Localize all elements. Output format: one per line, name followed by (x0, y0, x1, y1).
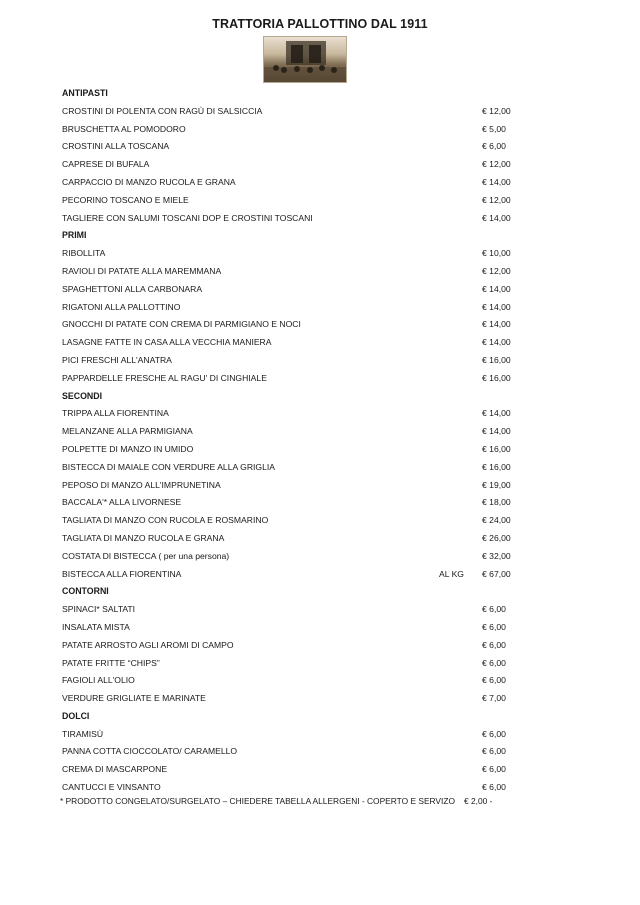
menu-item-price: € 6,00 (482, 782, 506, 793)
menu-item (62, 530, 522, 548)
menu-item-name: CANTUCCI E VINSANTO (62, 782, 161, 793)
menu-item-price: € 14,00 (482, 176, 511, 187)
menu-item-price: € 67,00 (482, 568, 511, 579)
menu-item (62, 138, 522, 156)
menu-item-name: FAGIOLI ALL'OLIO (62, 675, 135, 686)
menu-item-price: € 14,00 (482, 212, 511, 223)
menu-item-price: € 14,00 (482, 319, 511, 330)
menu-item-price: € 5,00 (482, 123, 506, 134)
menu-item-price: € 6,00 (482, 141, 506, 152)
menu-item-name: BACCALA'* ALLA LIVORNESE (62, 497, 182, 508)
restaurant-photo (263, 36, 347, 83)
menu-item (62, 726, 522, 744)
menu-item-name: PATATE ARROSTO AGLI AROMI DI CAMPO (62, 639, 234, 650)
menu-item-price: € 6,00 (482, 675, 506, 686)
footer-note (60, 796, 530, 806)
menu-item-name: CREMA DI MASCARPONE (62, 764, 168, 775)
menu-item (62, 281, 522, 299)
menu-item-name: PEPOSO DI MANZO ALL'IMPRUNETINA (62, 479, 221, 490)
menu-item-price: € 16,00 (482, 443, 511, 454)
menu-item-name: LASAGNE FATTE IN CASA ALLA VECCHIA MANIERA (62, 337, 272, 348)
menu-item (62, 690, 522, 708)
menu-item-name: MELANZANE ALLA PARMIGIANA (62, 426, 193, 437)
menu-item (62, 761, 522, 779)
menu-item-price: € 6,00 (482, 657, 506, 668)
menu-item (62, 619, 522, 637)
page-title: TRATTORIA PALLOTTINO DAL 1911 (212, 17, 428, 31)
section-heading: ANTIPASTI (62, 88, 108, 98)
section-heading: DOLCI (62, 710, 90, 721)
menu-item (62, 441, 522, 459)
menu-item-price: € 14,00 (482, 426, 511, 437)
menu-item-name: PECORINO TOSCANO E MIELE (62, 194, 189, 205)
menu-item-price: € 16,00 (482, 354, 511, 365)
menu-item-name: PICI FRESCHI ALL'ANATRA (62, 354, 172, 365)
menu-item-name: PATATE FRITTE “CHIPS” (62, 657, 160, 668)
menu-item-price: € 24,00 (482, 515, 511, 526)
menu-item (62, 156, 522, 174)
footer-text: * PRODOTTO CONGELATO/SURGELATO – CHIEDERE TABELLA ALLERGENI - COPERTO E SERVIZO (60, 796, 455, 806)
menu-item-name: TAGLIERE CON SALUMI TOSCANI DOP E CROSTINI TOSCANI (62, 212, 313, 223)
menu-item-price: € 6,00 (482, 639, 506, 650)
menu-item-name: RIGATONI ALLA PALLOTTINO (62, 301, 181, 312)
menu-item-price: € 14,00 (482, 301, 511, 312)
menu-item-name: COSTATA DI BISTECCA ( per una persona) (62, 550, 230, 561)
menu-item (62, 743, 522, 761)
menu-item-name: BRUSCHETTA AL POMODORO (62, 123, 186, 134)
menu-item-price: € 16,00 (482, 372, 511, 383)
menu-item-name: INSALATA MISTA (62, 621, 130, 632)
menu-item (62, 779, 522, 797)
menu-item-price: € 14,00 (482, 408, 511, 419)
menu-item (62, 263, 522, 281)
menu-item (62, 655, 522, 673)
menu-item-price: € 6,00 (482, 764, 506, 775)
menu-item (62, 548, 522, 566)
menu-item-name: VERDURE GRIGLIATE E MARINATE (62, 693, 206, 704)
menu-item-price: € 32,00 (482, 550, 511, 561)
menu-item-name: TRIPPA ALLA FIORENTINA (62, 408, 169, 419)
menu-item-price: € 6,00 (482, 728, 506, 739)
menu-item (62, 299, 522, 317)
menu-item-price: € 12,00 (482, 265, 511, 276)
menu-item (62, 637, 522, 655)
menu-item-name: TAGLIATA DI MANZO CON RUCOLA E ROSMARINO (62, 515, 269, 526)
menu-item-name: CROSTINI ALLA TOSCANA (62, 141, 170, 152)
menu-item-name: TIRAMISÙ (62, 728, 104, 739)
menu-list (62, 85, 522, 797)
menu-item-name: PANNA COTTA CIOCCOLATO/ CARAMELLO (62, 746, 238, 757)
menu-item-name: SPINACI* SALTATI (62, 604, 136, 615)
menu-item-price: € 16,00 (482, 461, 511, 472)
menu-item-price: € 6,00 (482, 604, 506, 615)
menu-item (62, 459, 522, 477)
menu-item (62, 477, 522, 495)
menu-item (62, 121, 522, 139)
menu-item (62, 352, 522, 370)
menu-item-price: € 14,00 (482, 337, 511, 348)
menu-item-price: € 26,00 (482, 532, 511, 543)
menu-item-name: TAGLIATA DI MANZO RUCOLA E GRANA (62, 532, 225, 543)
menu-item (62, 672, 522, 690)
menu-item-name: BISTECCA ALLA FIORENTINA (62, 568, 182, 579)
menu-item (62, 174, 522, 192)
menu-item-name: CARPACCIO DI MANZO RUCOLA E GRANA (62, 176, 236, 187)
menu-item-name: CROSTINI DI POLENTA CON RAGÙ DI SALSICCIA (62, 105, 263, 116)
menu-item-price: € 6,00 (482, 621, 506, 632)
menu-item (62, 494, 522, 512)
menu-item (62, 103, 522, 121)
menu-item (62, 334, 522, 352)
menu-item-price: € 7,00 (482, 693, 506, 704)
menu-item-name: PAPPARDELLE FRESCHE AL RAGU' DI CINGHIALE (62, 372, 267, 383)
menu-item-name: GNOCCHI DI PATATE CON CREMA DI PARMIGIANO E NOCI (62, 319, 301, 330)
menu-item-name: SPAGHETTONI ALLA CARBONARA (62, 283, 203, 294)
menu-item (62, 405, 522, 423)
footer-price: € 2,00 - (464, 796, 493, 806)
menu-item-name: BISTECCA DI MAIALE CON VERDURE ALLA GRIGLIA (62, 461, 275, 472)
menu-item (62, 210, 522, 228)
menu-item-price: € 10,00 (482, 248, 511, 259)
menu-item (62, 601, 522, 619)
menu-item-unit: AL KG (439, 568, 464, 579)
section-heading: PRIMI (62, 230, 87, 241)
section-heading: SECONDI (62, 390, 103, 401)
menu-item-price: € 14,00 (482, 283, 511, 294)
menu-item-price: € 19,00 (482, 479, 511, 490)
menu-item-name: RIBOLLITA (62, 248, 106, 259)
menu-item-name: RAVIOLI DI PATATE ALLA MAREMMANA (62, 265, 222, 276)
menu-item (62, 423, 522, 441)
menu-item (62, 566, 522, 584)
menu-item-price: € 12,00 (482, 105, 511, 116)
menu-item (62, 245, 522, 263)
menu-item-price: € 6,00 (482, 746, 506, 757)
menu-item-name: POLPETTE DI MANZO IN UMIDO (62, 443, 194, 454)
menu-item-name: CAPRESE DI BUFALA (62, 159, 150, 170)
menu-item-price: € 12,00 (482, 159, 511, 170)
menu-item-price: € 12,00 (482, 194, 511, 205)
menu-item (62, 512, 522, 530)
menu-item (62, 370, 522, 388)
menu-item (62, 316, 522, 334)
section-heading: CONTORNI (62, 586, 109, 597)
menu-item-price: € 18,00 (482, 497, 511, 508)
menu-item (62, 192, 522, 210)
